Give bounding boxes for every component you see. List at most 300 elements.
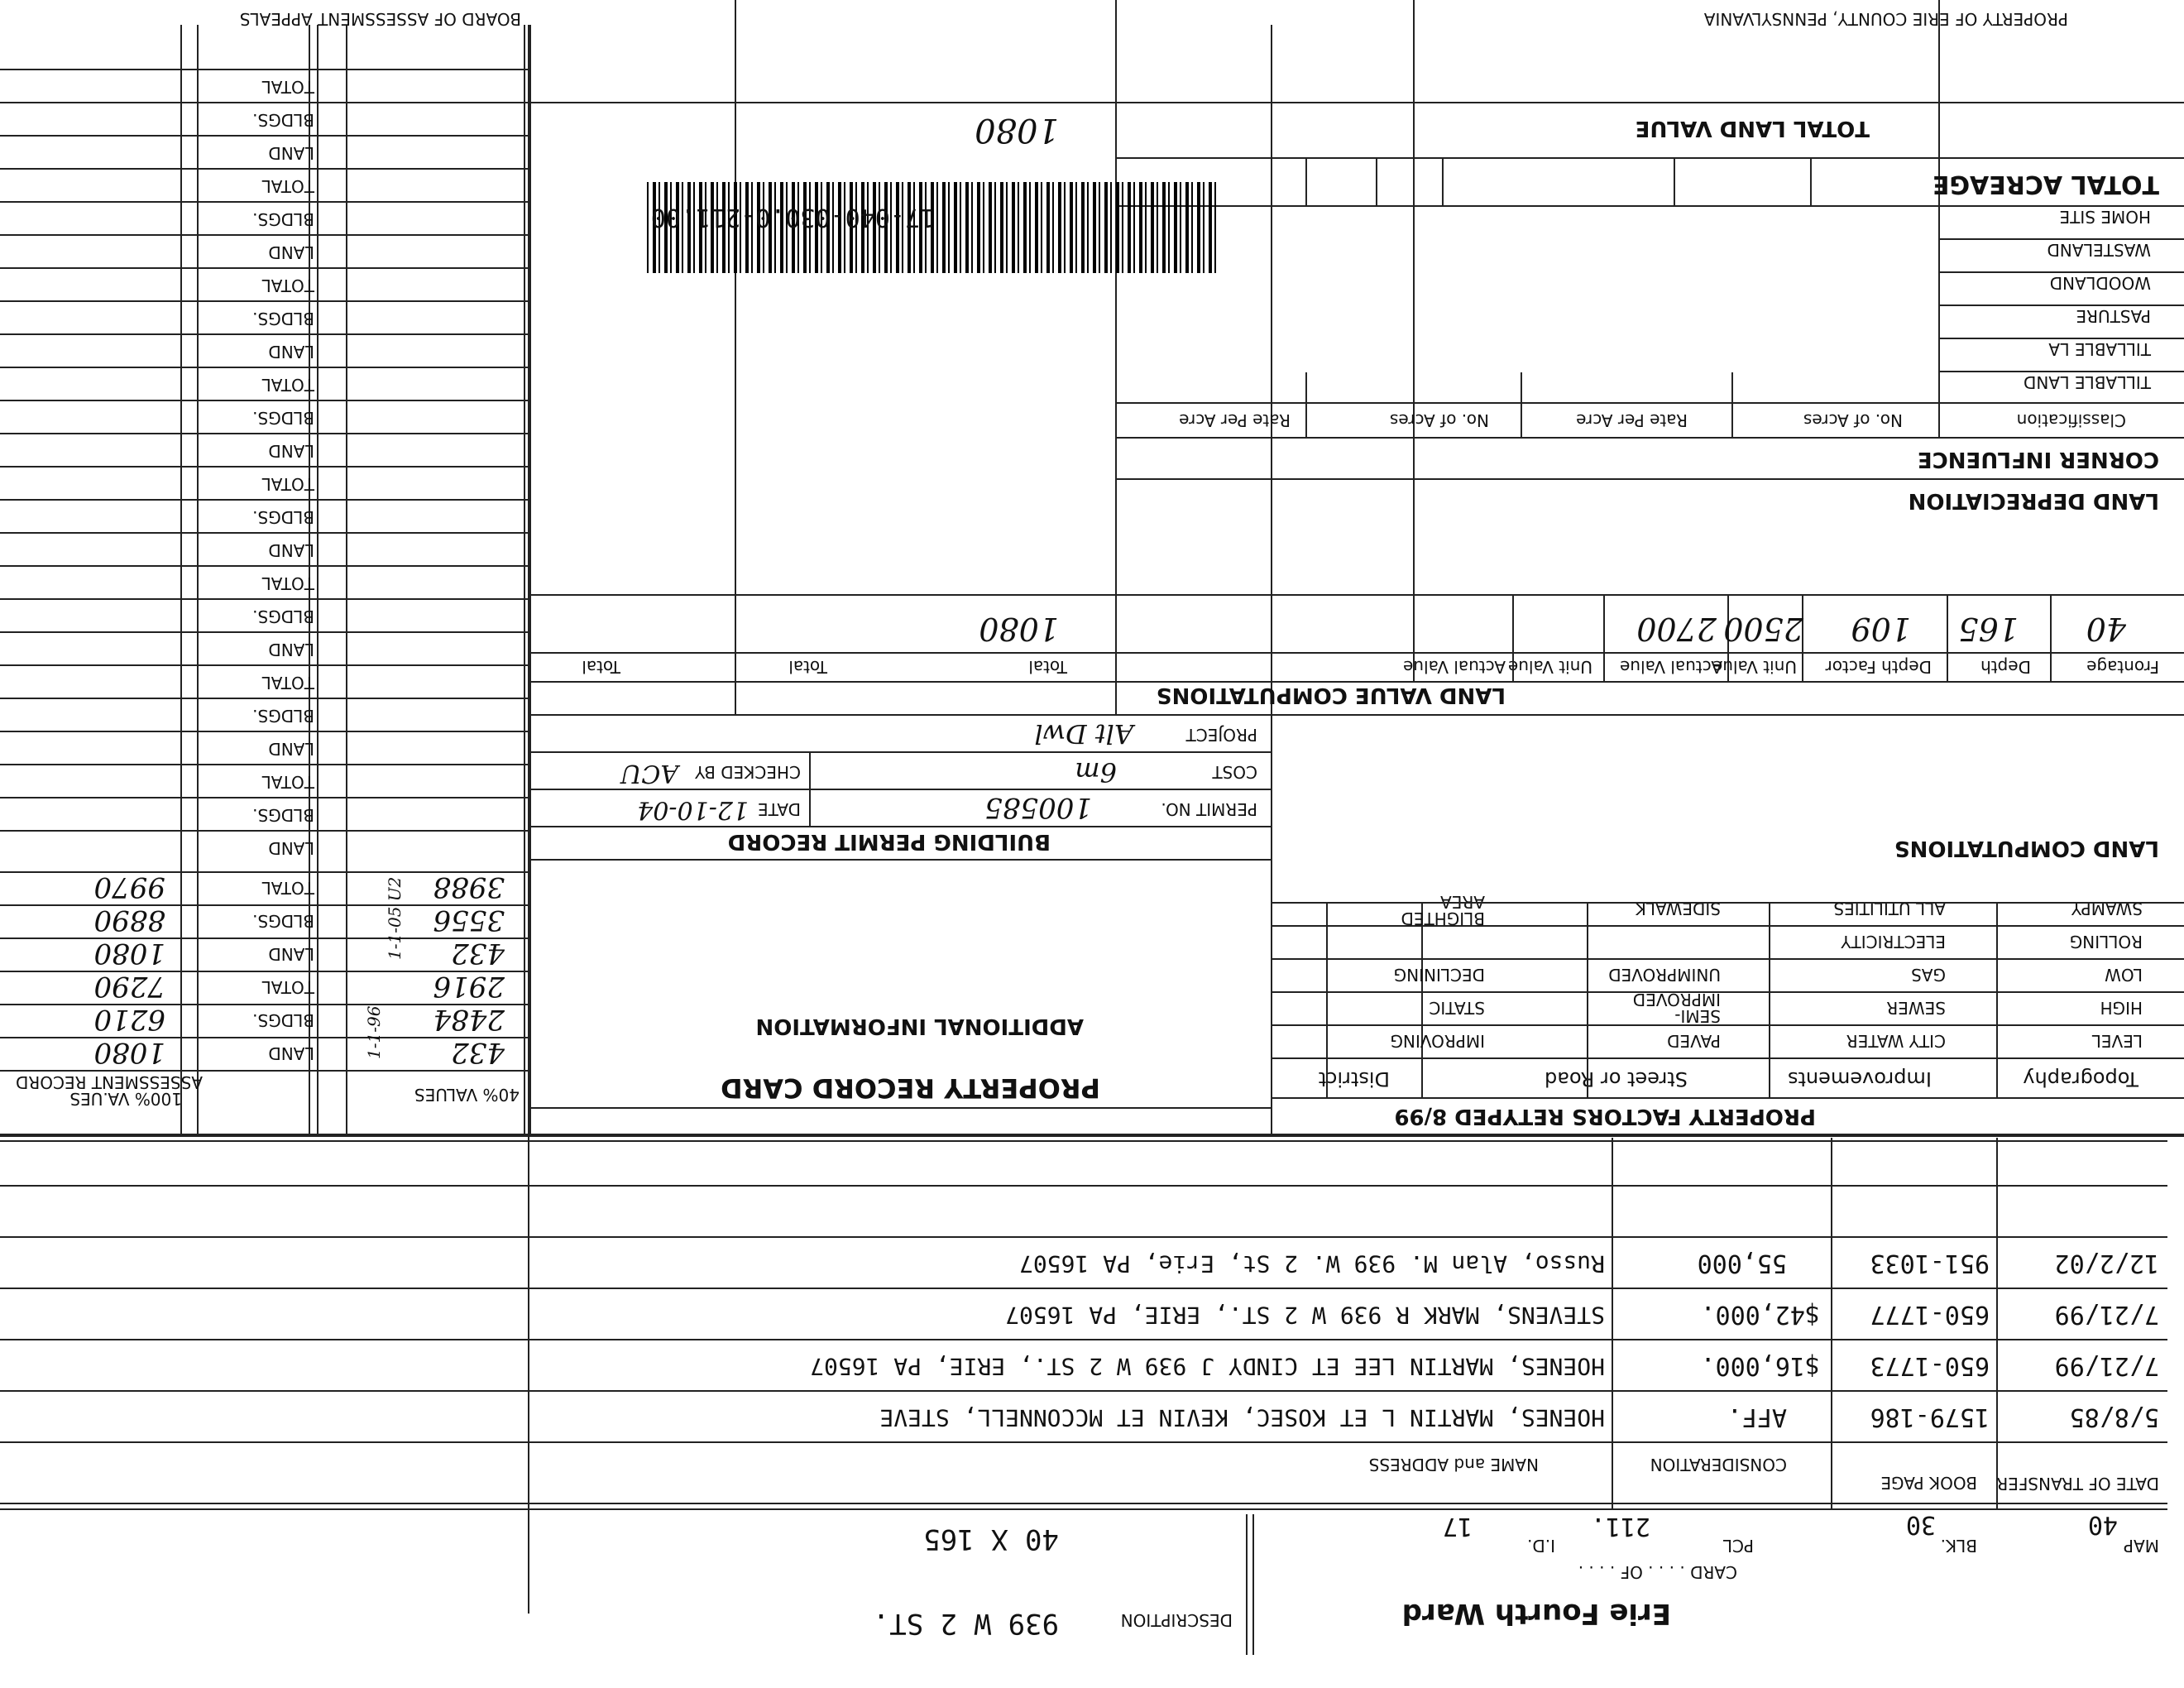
values-empty-row-label: BLDGS. <box>252 110 314 130</box>
values-land-100: 1080 <box>93 937 165 970</box>
barcode-bar <box>1209 182 1212 273</box>
barcode-bar <box>994 182 996 273</box>
topo-level: LEVEL <box>2091 1031 2143 1051</box>
acreage-row-rule <box>1940 371 2184 372</box>
values-land-100: 1080 <box>93 1036 165 1069</box>
acreage-head-classification: Classification <box>2016 410 2126 430</box>
factors-col-improvements: Improvements <box>1788 1067 1932 1091</box>
values-rule <box>0 1037 529 1038</box>
values-total-40: 2916 <box>433 970 505 1003</box>
impr-city-water: CITY WATER <box>1846 1031 1946 1051</box>
values-rule <box>0 764 529 765</box>
permit-rule <box>531 859 1272 861</box>
permit-rule <box>531 826 1272 827</box>
permit-no-label: PERMIT NO. <box>1161 799 1257 819</box>
barcode-bar <box>936 182 938 273</box>
barcode-bar <box>1064 182 1066 273</box>
topo-high: HIGH <box>2100 998 2143 1018</box>
permit-date-label: DATE <box>757 799 801 819</box>
values-land-label: LAND <box>268 944 314 964</box>
transfer-date: 5/8/85 <box>2069 1403 2159 1431</box>
transfer-book: 650-1777 <box>1870 1300 1990 1329</box>
values-rule <box>0 201 529 203</box>
values-rule <box>0 102 529 103</box>
acreage-col <box>1305 372 1307 439</box>
barcode-bar <box>1168 182 1170 273</box>
transfer-date: 7/21/99 <box>2054 1351 2159 1380</box>
permit-checked-label: CHECKED BY <box>695 762 801 782</box>
hundred-values-label: 100% VA.UES <box>69 1089 182 1109</box>
barcode-bar <box>1052 182 1054 273</box>
prc-rule <box>531 1107 1272 1109</box>
topo-swampy: SWAMPY <box>2071 899 2143 918</box>
lvc-head-unit-value-2: Unit Value <box>1508 657 1592 677</box>
header-divider-2 <box>1246 1514 1248 1655</box>
barcode-bar <box>942 182 946 273</box>
pcl-value: 211. <box>1590 1512 1650 1541</box>
acreage-row-rule <box>1940 338 2184 339</box>
transfer-col <box>1831 1138 1832 1510</box>
topo-rolling: ROLLING <box>2069 932 2143 952</box>
lvc-head-total-2: Total <box>788 657 827 677</box>
total-land-value: TOTAL LAND VALUE <box>1635 116 1870 141</box>
barcode-bar <box>954 182 957 273</box>
street-paved: PAVED <box>1667 1031 1721 1051</box>
assessment-record-label: ASSESSMENT RECORD <box>15 1072 203 1092</box>
transfer-rule <box>0 1441 2167 1443</box>
building-permit-title: BUILDING PERMIT RECORD <box>727 829 1051 854</box>
corner-influence: CORNER INFLUENCE <box>1917 447 2159 472</box>
transfer-row-rule <box>0 1339 2167 1340</box>
parcel-number: 17-040-030.0-211.00 <box>650 203 935 232</box>
acreage-row-rule <box>1940 305 2184 306</box>
values-rule <box>0 367 529 368</box>
acreage-row-rule <box>1940 238 2184 240</box>
values-total-40: 3988 <box>433 870 505 904</box>
barcode-bar <box>983 182 984 273</box>
barcode-bar <box>1070 182 1073 273</box>
lvc-head-actual-value-2: Actual Value <box>1403 657 1506 677</box>
values-land-label: LAND <box>268 1043 314 1063</box>
values-rule <box>0 565 529 567</box>
factors-rule <box>1272 1057 2184 1059</box>
acreage-rule <box>1117 402 2184 404</box>
values-land-40: 432 <box>451 937 505 970</box>
values-bldgs-100: 6210 <box>93 1003 165 1036</box>
barcode-bar <box>1180 182 1181 273</box>
factors-col-topography: Topography <box>2023 1067 2138 1091</box>
values-empty-row-label: LAND <box>268 640 314 659</box>
factors-col-district: District <box>1318 1067 1390 1091</box>
factors-col <box>1421 904 1423 1099</box>
lvc-rule <box>529 652 2184 654</box>
values-empty-row-label: TOTAL <box>261 474 314 494</box>
values-col <box>528 25 529 1614</box>
barcode-bar <box>1133 182 1135 273</box>
pcl-label: PCL <box>1722 1536 1754 1556</box>
factors-col <box>1769 904 1770 1099</box>
values-rule <box>0 830 529 832</box>
values-total-100: 9970 <box>93 870 165 904</box>
values-empty-row-label: TOTAL <box>261 772 314 792</box>
barcode-bar <box>1203 182 1205 273</box>
barcode-bar <box>1087 182 1089 273</box>
values-land-40: 432 <box>451 1036 505 1069</box>
acreage-col <box>1674 159 1675 207</box>
values-empty-row-label: BLDGS. <box>252 706 314 726</box>
barcode-bar <box>1000 182 1003 273</box>
transfer-header-consideration: CONSIDERATION <box>1650 1455 1787 1475</box>
factors-row-rule <box>1272 991 2184 993</box>
district-static: STATIC <box>1429 998 1485 1018</box>
barcode-bar <box>989 182 992 273</box>
lvc-head-total-3: Total <box>582 657 620 677</box>
barcode-bar <box>1145 182 1147 273</box>
id-label: I.D. <box>1526 1536 1555 1556</box>
values-bldgs-40: 2484 <box>433 1003 505 1036</box>
id-value: 17 <box>1442 1512 1473 1541</box>
total-land-value-amount: 1080 <box>975 111 1059 149</box>
lvc-depth-factor: 109 <box>1851 611 1911 647</box>
transfer-book: 1579-186 <box>1870 1403 1990 1431</box>
barcode-bar <box>1006 182 1008 273</box>
barcode-bar <box>971 182 973 273</box>
barcode-bar <box>1104 182 1108 273</box>
lvc-col <box>2050 596 2052 683</box>
lvc-head-depth: Depth <box>1980 657 2031 677</box>
lvc-actual-value: 2700 <box>1636 611 1717 647</box>
card-of-label: CARD . . . . OF . . . . <box>1578 1562 1737 1582</box>
values-rule <box>0 664 529 666</box>
barcode-bar <box>1185 182 1189 273</box>
values-empty-row-label: LAND <box>268 441 314 461</box>
acreage-row-rule <box>1117 157 2184 159</box>
barcode-bar <box>1151 182 1154 273</box>
lvc-rule <box>529 714 2184 716</box>
header-rule-2 <box>0 1503 2167 1504</box>
values-rule <box>0 333 529 335</box>
values-note-1: 1-1-96 <box>364 1005 384 1059</box>
barcode-bar <box>1041 182 1042 273</box>
transfer-row-rule <box>0 1390 2167 1392</box>
acreage-row-rule <box>1117 205 2184 207</box>
acreage-col <box>1305 159 1307 207</box>
acreage-head-rate: Rate Per Acre <box>1576 410 1688 430</box>
values-rule <box>0 135 529 137</box>
factors-row-rule <box>1272 925 2184 927</box>
transfer-col <box>1612 1138 1613 1510</box>
values-empty-row-label: TOTAL <box>261 176 314 196</box>
permit-col <box>809 753 811 827</box>
acreage-woodland: WOODLAND <box>2049 273 2151 293</box>
land-value-title: LAND VALUE COMPUTATIONS <box>1156 683 1506 707</box>
acreage-head-acres: No. of Acres <box>1803 410 1903 430</box>
impr-gas: GAS <box>1911 965 1946 985</box>
values-empty-row-label: BLDGS. <box>252 607 314 626</box>
barcode-bar <box>1162 182 1166 273</box>
property-record-card-title: PROPERTY RECORD CARD <box>721 1072 1100 1104</box>
values-empty-row-label: BLDGS. <box>252 408 314 428</box>
values-bldgs-label: BLDGS. <box>252 911 314 931</box>
values-rule <box>0 731 529 732</box>
transfer-name: HOENES, MARTIN LEE ET CINDY J 939 W 2 ST., ERIE, PA 16507 <box>810 1353 1605 1380</box>
land-computations-title: LAND COMPUTATIONS <box>1894 836 2159 861</box>
lvc-head-total: Total <box>1028 657 1067 677</box>
factors-col <box>1587 904 1588 1099</box>
topo-low: LOW <box>2105 965 2143 985</box>
lvc-head-unit-value: Unit Value <box>1712 657 1797 677</box>
barcode-bar <box>1029 182 1031 273</box>
barcode-bar <box>1099 182 1100 273</box>
transfer-name: HOENES, MARTIN L ET KOSEC, KEVIN ET MCCONNELL, STEVE <box>879 1404 1605 1431</box>
barcode-bar <box>1110 182 1112 273</box>
transfer-row-rule <box>0 1236 2167 1238</box>
transfer-book: 951-1033 <box>1870 1249 1990 1278</box>
values-bldgs-label: BLDGS. <box>252 1010 314 1030</box>
values-empty-row-label: LAND <box>268 242 314 262</box>
values-empty-row-label: LAND <box>268 838 314 858</box>
transfer-date: 7/21/99 <box>2054 1300 2159 1329</box>
factors-row-rule <box>1272 958 2184 960</box>
permit-date: 12-10-04 <box>637 795 749 824</box>
barcode-bar <box>1012 182 1015 273</box>
acreage-home-site: HOME SITE <box>2059 207 2151 227</box>
header-divider <box>1252 1514 1254 1655</box>
barcode-bar <box>1081 182 1085 273</box>
values-empty-row-label: LAND <box>268 540 314 560</box>
values-rule <box>0 698 529 699</box>
values-empty-row-label: BLDGS. <box>252 309 314 328</box>
impr-sewer: SEWER <box>1886 998 1946 1018</box>
values-empty-row-label: TOTAL <box>261 77 314 97</box>
dimensions: 40 X 165 <box>923 1523 1059 1556</box>
values-empty-row-label: LAND <box>268 342 314 362</box>
property-of-erie-county: PROPERTY OF ERIE COUNTY, PENNSYLVANIA <box>1703 9 2068 29</box>
lvc-head-depth-factor: Depth Factor <box>1825 657 1932 677</box>
acreage-head-acres-2: No. of Acres <box>1389 410 1489 430</box>
transfer-header-book: BOOK PAGE <box>1880 1473 1977 1493</box>
acreage-col <box>1810 159 1812 207</box>
ward-title: Erie Fourth Ward <box>1401 1597 1671 1630</box>
values-empty-row-label: TOTAL <box>261 673 314 693</box>
permit-rule <box>531 789 1272 790</box>
values-empty-row-label: LAND <box>268 143 314 163</box>
additional-information: ADDITIONAL INFORMATION <box>755 1014 1084 1038</box>
factors-rule <box>1272 1097 2184 1099</box>
forty-values-label: 40% VALUES <box>414 1085 520 1105</box>
values-empty-row-label: LAND <box>268 739 314 759</box>
values-total-label: TOTAL <box>261 878 314 898</box>
factors-col <box>1996 904 1998 1099</box>
transfer-consideration: $16,000. <box>1700 1351 1820 1380</box>
barcode-bar <box>948 182 950 273</box>
map-value: 40 <box>2087 1510 2118 1539</box>
barcode-bar <box>1093 182 1096 273</box>
values-rule <box>0 971 529 972</box>
header-rule <box>0 1508 2167 1510</box>
lvc-unit-value: 2500 <box>1723 611 1803 647</box>
permit-cost-label: COST <box>1212 762 1257 782</box>
section-rule <box>0 1134 2184 1137</box>
transfer-col <box>1996 1138 1998 1510</box>
lvc-rule <box>531 102 2184 103</box>
acreage-pasture: PASTURE <box>2076 306 2151 326</box>
acreage-col <box>1376 159 1377 207</box>
lvc-frontage: 40 <box>2086 611 2126 647</box>
values-rule <box>0 300 529 302</box>
acreage-wasteland: WASTELAND <box>2047 240 2151 260</box>
description-value: 939 W 2 ST. <box>872 1607 1059 1640</box>
transfer-header-name: NAME and ADDRESS <box>1368 1455 1539 1475</box>
barcode-bar <box>1116 182 1119 273</box>
lvc-rule <box>531 594 2184 596</box>
permit-rule <box>531 751 1272 753</box>
lvc-rule <box>1117 437 2184 439</box>
lvc-head-actual-value: Actual Value <box>1620 657 1722 677</box>
barcode-bar <box>1157 182 1158 273</box>
values-rule <box>0 904 529 906</box>
blk-label: BLK. <box>1940 1536 1977 1556</box>
barcode-bar <box>1214 182 1216 273</box>
values-rule <box>0 267 529 269</box>
factors-row-rule <box>1272 1024 2184 1026</box>
barcode-bar <box>1075 182 1077 273</box>
factors-divider <box>1271 25 1272 1137</box>
street-semi-improved: SEMI-IMPROVED <box>1632 990 1721 1026</box>
lvc-rule <box>529 681 2184 683</box>
description-label: DESCRIPTION <box>1120 1610 1233 1630</box>
values-rule <box>0 400 529 401</box>
values-rule <box>0 466 529 468</box>
permit-no: 100585 <box>984 791 1092 824</box>
values-total-100: 7290 <box>93 970 165 1003</box>
acreage-col <box>1442 159 1444 207</box>
barcode-bar <box>1018 182 1019 273</box>
values-rule <box>0 1004 529 1005</box>
transfer-row-rule <box>0 1140 2167 1142</box>
transfer-header-date: DATE OF TRANSFER <box>1996 1474 2159 1494</box>
transfer-row-rule <box>0 1185 2167 1187</box>
values-bldgs-40: 3556 <box>433 904 505 937</box>
values-rule <box>0 598 529 600</box>
values-empty-row-label: BLDGS. <box>252 507 314 527</box>
permit-checked: ACU <box>620 759 678 788</box>
transfer-name: Russo, Alan M. 939 W. 2 St, Erie, PA 16507 <box>1018 1250 1605 1278</box>
values-note-2: 1-1-05 U2 <box>385 876 405 960</box>
acreage-col <box>1938 0 1940 439</box>
lvc-col <box>529 25 531 1137</box>
permit-project-label: PROJECT <box>1185 725 1257 745</box>
property-factors-title: PROPERTY FACTORS RETYPED 8/99 <box>1394 1104 1816 1129</box>
values-empty-row-label: BLDGS. <box>252 209 314 229</box>
transfer-consideration: 55,000 <box>1697 1249 1787 1278</box>
impr-all-utilities: ALL UTILITIES <box>1833 899 1946 918</box>
barcode-bar <box>1058 182 1061 273</box>
transfer-consideration: AFF. <box>1727 1403 1787 1431</box>
values-total-label: TOTAL <box>261 977 314 997</box>
values-rule <box>0 499 529 501</box>
impr-electricity: ELECTRICITY <box>1841 932 1946 952</box>
values-rule <box>0 532 529 534</box>
values-rule <box>0 1070 529 1072</box>
acreage-row-rule <box>1940 271 2184 273</box>
values-empty-row-label: TOTAL <box>261 276 314 295</box>
barcode-bar <box>1174 182 1177 273</box>
lvc-col <box>735 0 736 716</box>
district-blighted: BLIGHTED AREA <box>1401 892 1485 928</box>
barcode-bar <box>1128 182 1131 273</box>
barcode-bar <box>1139 182 1142 273</box>
map-label: MAP <box>2124 1536 2159 1556</box>
values-bldgs-100: 8890 <box>93 904 165 937</box>
barcode-bar <box>977 182 980 273</box>
barcode-bar <box>647 182 649 273</box>
transfer-date: 12/2/02 <box>2054 1249 2159 1278</box>
barcode-bar <box>960 182 961 273</box>
transfer-row-rule <box>0 1288 2167 1289</box>
factors-col <box>1326 904 1328 1099</box>
lvc-col <box>1603 596 1605 683</box>
acreage-col <box>1731 372 1733 439</box>
total-acreage: TOTAL ACREAGE <box>1932 170 2159 199</box>
lvc-depth: 165 <box>1958 611 2019 647</box>
values-rule <box>0 69 529 70</box>
values-rule <box>0 433 529 434</box>
lvc-col <box>1115 25 1117 159</box>
district-improving: IMPROVING <box>1390 1031 1485 1051</box>
barcode-bar <box>1191 182 1193 273</box>
factors-col-street: Street or Road <box>1545 1067 1688 1091</box>
street-unimproved: UNIMPROVED <box>1608 965 1721 985</box>
permit-cost: 6m <box>1075 756 1117 788</box>
values-rule <box>0 938 529 939</box>
values-empty-row-label: BLDGS. <box>252 805 314 825</box>
barcode-bar <box>1046 182 1050 273</box>
values-rule <box>0 168 529 170</box>
district-declining: DECLINING <box>1393 965 1485 985</box>
acreage-head-rate-2: Rate Per Acre <box>1179 410 1291 430</box>
barcode-bar <box>1023 182 1027 273</box>
barcode-bar <box>1122 182 1123 273</box>
acreage-col <box>1521 372 1522 439</box>
lvc-head-frontage: Frontage <box>2086 657 2159 677</box>
factors-row-rule <box>1272 902 2184 904</box>
lvc-col <box>1947 596 1948 683</box>
street-sidewalk: SIDEWALK <box>1635 899 1721 918</box>
lvc-col <box>1512 596 1514 683</box>
values-rule <box>0 871 529 873</box>
barcode-bar <box>1197 182 1200 273</box>
transfer-consideration: $42,000. <box>1700 1300 1820 1329</box>
values-rule <box>0 797 529 798</box>
transfer-name: STEVENS, MARK R 939 W 2 ST., ERIE, PA 16507 <box>1005 1302 1605 1329</box>
land-depreciation: LAND DEPRECIATION <box>1908 488 2159 513</box>
values-rule <box>0 234 529 236</box>
barcode-bar <box>1035 182 1038 273</box>
values-empty-row-label: TOTAL <box>261 375 314 395</box>
lvc-rule <box>1117 478 2184 480</box>
acreage-tillable-land: TILLABLE LAND <box>2023 372 2151 392</box>
barcode-bar <box>965 182 969 273</box>
values-empty-row-label: TOTAL <box>261 573 314 593</box>
permit-project: Alt Dwl <box>1034 718 1133 750</box>
blk-value: 30 <box>1905 1510 1936 1539</box>
acreage-tillable-la: TILLABLE LA <box>2048 339 2151 359</box>
transfer-book: 650-1773 <box>1870 1351 1990 1380</box>
board-of-appeals: BOARD OF ASSESSMENT APPEALS <box>239 9 521 29</box>
lvc-total: 1080 <box>979 611 1059 647</box>
values-rule <box>0 631 529 633</box>
